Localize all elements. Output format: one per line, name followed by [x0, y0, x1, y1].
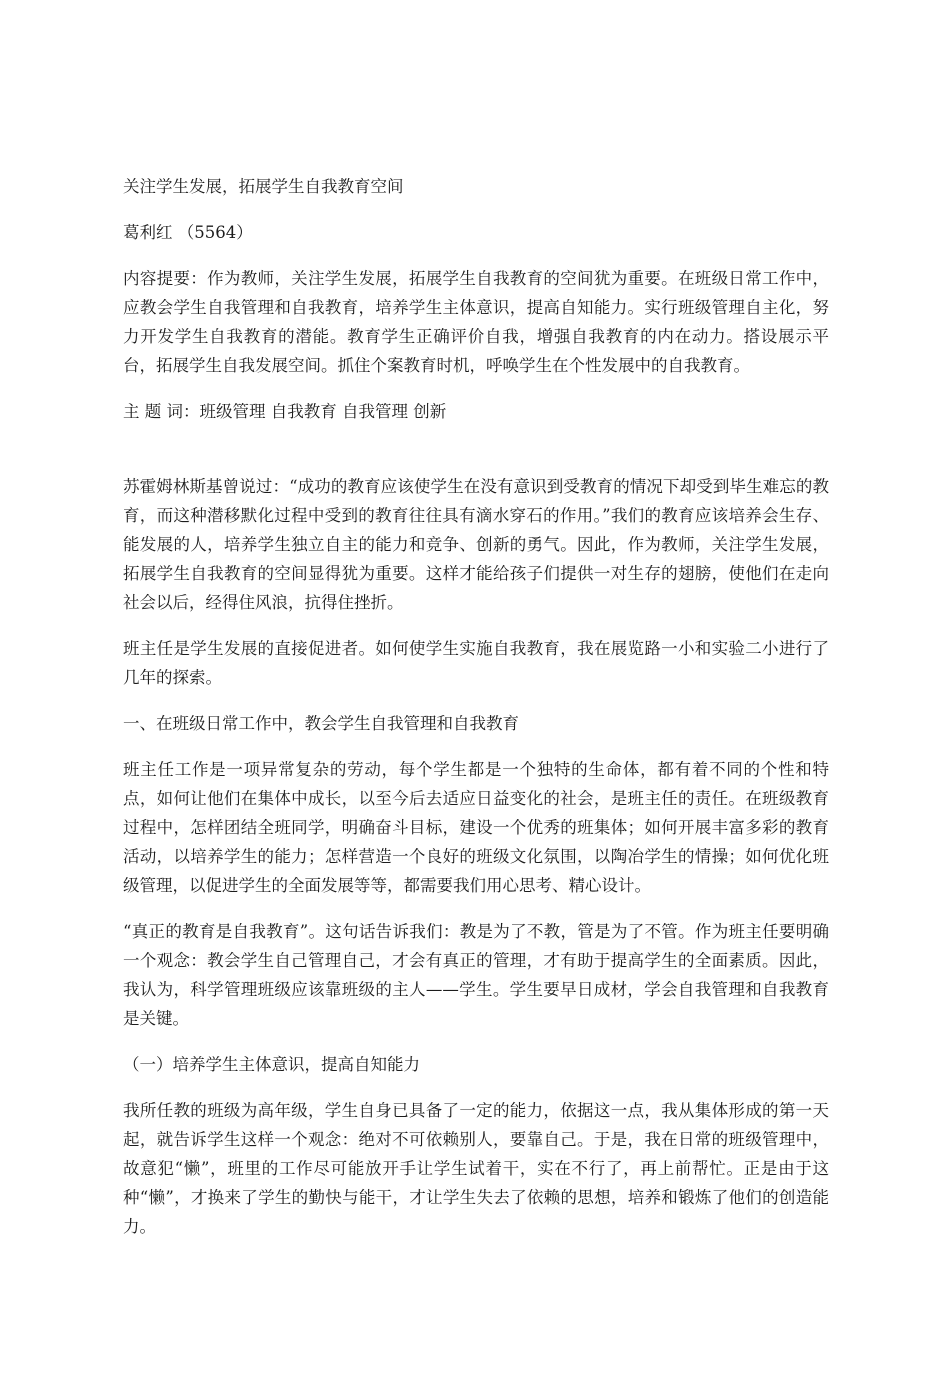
body-paragraph-my-class: 我所任教的班级为高年级，学生自身已具备了一定的能力，依据这一点，我从集体形成的第一天起，就告诉学生这样一个观念：绝对不可依赖别人，要靠自己。于是，我在日常的班级管理中，故意犯“懒”，班里的工作尽可能放开手让学生试着干，实在不行了，再上前帮忙。正是由于这种“懒”，才换来了学生的勤快与能干，才让学生失去了依赖的思想，培养和锻炼了他们的创造能力。 [123, 1101, 829, 1236]
abstract-paragraph: 内容提要：作为教师，关注学生发展，拓展学生自我教育的空间犹为重要。在班级日常工作中，应教会学生自我管理和自我教育，培养学生主体意识，提高自知能力。实行班级管理自主化，努力开发学生自我教育的潜能。教育学生正确评价自我，增强自我教育的内在动力。搭设展示平台，拓展学生自我发展空间。抓住个案教育时机，呼唤学生在个性发展中的自我教育。 [123, 269, 829, 375]
subsection-1-heading: （一）培养学生主体意识，提高自知能力 [123, 1055, 420, 1074]
body-paragraph-banzhuren-work: 班主任工作是一项异常复杂的劳动，每个学生都是一个独特的生命体，都有着不同的个性和特点，如何让他们在集体中成长，以至今后去适应日益变化的社会，是班主任的责任。在班级教育过程中，怎样团结全班同学，明确奋斗目标，建设一个优秀的班集体；如何开展丰富多彩的教育活动，以培养学生的能力；怎样营造一个良好的班级文化氛围，以陶冶学生的情操；如何优化班级管理，以促进学生的全面发展等等，都需要我们用心思考、精心设计。 [123, 760, 829, 895]
body-paragraph-promoter: 班主任是学生发展的直接促进者。如何使学生实施自我教育，我在展览路一小和实验二小进行了几年的探索。 [123, 639, 829, 687]
body-paragraph-suhomlinski: 苏霍姆林斯基曾说过：“成功的教育应该使学生在没有意识到受教育的情况下却受到毕生难忘的教育，而这种潜移默化过程中受到的教育往往具有滴水穿石的作用。”我们的教育应该培养会生存、能发展的人，培养学生独立自主的能力和竞争、创新的勇气。因此，作为教师，关注学生发展，拓展学生自我教育的空间显得犹为重要。这样才能给孩子们提供一对生存的翅膀，使他们在走向社会以后，经得住风浪，抗得住挫折。 [123, 477, 829, 612]
body-paragraph-true-education: “真正的教育是自我教育”。这句话告诉我们：教是为了不教，管是为了不管。作为班主任要明确一个观念：教会学生自己管理自己，才会有真正的管理，才有助于提高学生的全面素质。因此，我认为，科学管理班级应该靠班级的主人——学生。学生要早日成材，学会自我管理和自我教育是关键。 [123, 922, 829, 1028]
author-line: 葛利红 （5564） [123, 223, 253, 242]
keywords-line: 主 题 词：班级管理 自我教育 自我管理 创新 [123, 402, 447, 421]
section-1-heading: 一、在班级日常工作中，教会学生自我管理和自我教育 [123, 714, 519, 733]
document-title: 关注学生发展，拓展学生自我教育空间 [123, 177, 404, 196]
